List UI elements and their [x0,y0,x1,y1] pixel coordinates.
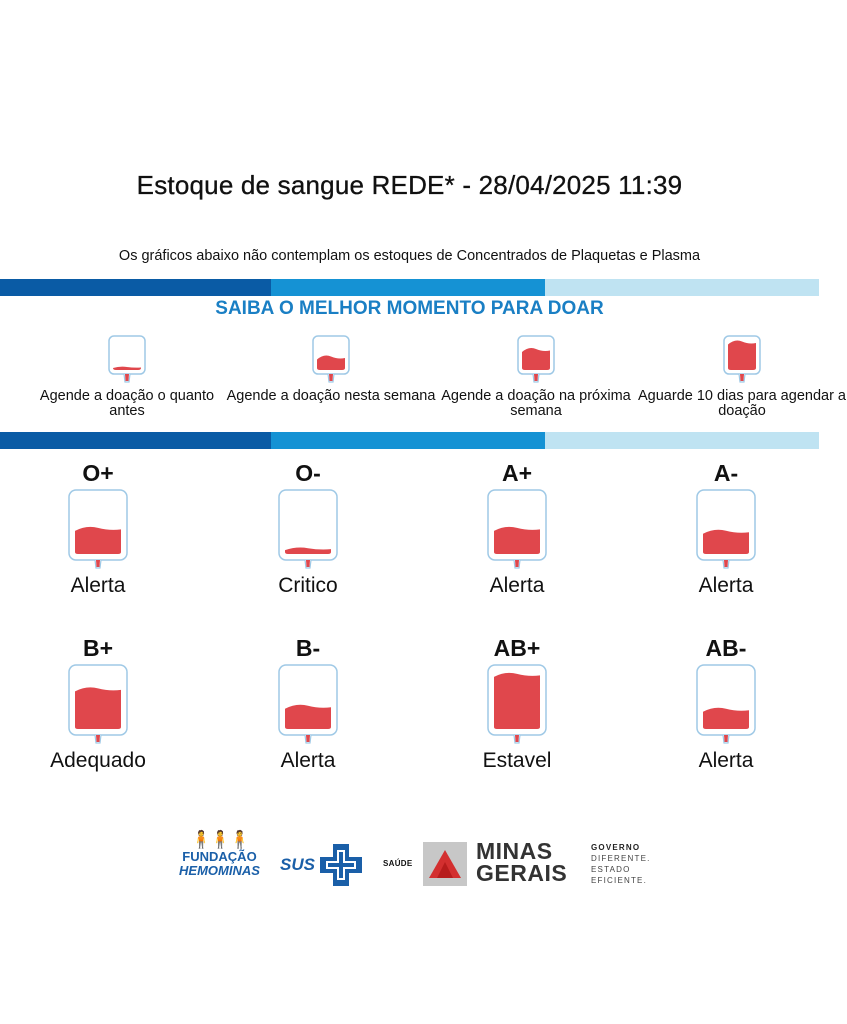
page-title: Estoque de sangue REDE* - 28/04/2025 11:39 [136,170,683,200]
blood-level-fill [703,708,749,729]
blood-level-fill [75,527,121,554]
blood-type-card [437,458,597,598]
blood-level-fill [728,341,756,371]
bag-tube-fill [724,735,728,742]
stock-status: Alerta [698,574,754,597]
blood-bag-icon [486,488,548,572]
blood-type-label: O+ [82,460,114,486]
blood-level-fill [703,530,749,554]
blood-bag-icon [311,334,351,386]
bag-tube-fill [125,374,129,381]
gov-line2: DIFERENTE. [591,854,651,863]
stock-status: Alerta [280,749,336,772]
legend-item-3 [431,334,641,419]
blood-bag-icon [695,663,757,747]
bag-tube-fill [306,735,310,742]
bar-segment-light [545,279,819,296]
hemominas-line2: HEMOMINAS [179,863,260,878]
blood-type-card [228,458,388,598]
gov-line1: GOVERNO [591,843,641,852]
legend-label: Aguarde 10 dias para agendar a doação [638,388,846,419]
gov-line4: EFICIENTE. [591,876,648,885]
bar-segment-mid [271,279,545,296]
minas-line: MINAS [476,838,553,864]
bag-tube-fill [96,560,100,567]
hemominas-logo [172,830,267,896]
blood-type-label: A+ [501,460,533,486]
bag-tube-fill [515,735,519,742]
legend-item-2 [226,334,436,404]
blood-type-label: B+ [82,635,114,661]
gov-line3: ESTADO [591,865,631,874]
blood-level-fill [494,673,540,729]
bag-tube-fill [515,560,519,567]
blood-bag-icon [277,488,339,572]
stock-status: Critico [278,574,338,597]
legend-item-1 [22,334,232,419]
legend-label: Agende a doação o quanto antes [39,388,215,419]
blood-type-label: O- [295,460,321,486]
page-subtitle: Os gráficos abaixo não contemplam os estoques de Concentrados de Plaquetas e Plasma [118,248,701,264]
blood-bag-icon [695,488,757,572]
sus-logo [280,842,366,888]
blood-type-label: A- [713,460,739,486]
blood-type-label: AB- [705,635,747,661]
bag-tube-fill [306,560,310,567]
blood-type-card [646,633,806,773]
bag-tube-fill [329,374,333,381]
bar-segment-light [545,432,819,449]
bar-segment-dark [0,432,271,449]
legend [0,334,846,426]
blood-bag-icon [67,488,129,572]
blood-bag-icon [277,663,339,747]
blood-level-fill [285,705,331,729]
bag-tube-fill [740,374,744,381]
bar-segment-mid [271,432,545,449]
bag-tube-fill [724,560,728,567]
blood-level-fill [75,687,121,729]
governo-slogan [591,842,651,886]
minas-gerais-text [476,840,567,884]
section-title: SAIBA O MELHOR MOMENTO PARA DOAR [215,298,604,319]
blood-type-card [228,633,388,773]
blood-type-card [18,458,178,598]
blood-type-label: B- [295,635,321,661]
minas-gerais-triangle-icon [423,842,467,886]
bag-tube-fill [534,374,538,381]
stock-status: Alerta [698,749,754,772]
stock-status: Alerta [70,574,126,597]
saude-label: SAÚDE [383,859,413,868]
stock-status: Alerta [489,574,545,597]
hemominas-line1: FUNDAÇÃO [182,849,257,864]
sus-text: SUS [280,855,315,874]
gerais-line: GERAIS [476,860,568,886]
blood-type-card [437,633,597,773]
blood-type-card [18,633,178,773]
blood-type-card [646,458,806,598]
sus-cross-icon [318,842,364,888]
blood-bag-icon [722,334,762,386]
footer-logos [0,830,819,900]
blood-bag-icon [107,334,147,386]
blood-level-fill [494,527,540,554]
blood-bag-icon [67,663,129,747]
blood-type-label: AB+ [493,635,541,661]
blood-bag-icon [486,663,548,747]
stock-status: Adequado [50,749,146,772]
people-icon: 🧍🧍🧍 [190,830,249,849]
legend-label: Agende a doação na próxima semana [441,388,631,419]
blood-level-fill [522,348,550,370]
legend-item-4 [637,334,847,419]
stock-status: Estavel [482,749,552,772]
bar-segment-dark [0,279,271,296]
bag-tube-fill [96,735,100,742]
legend-label: Agende a doação nesta semana [226,388,436,404]
color-bar-bottom [0,432,819,449]
color-bar-top [0,279,819,296]
blood-bag-icon [516,334,556,386]
